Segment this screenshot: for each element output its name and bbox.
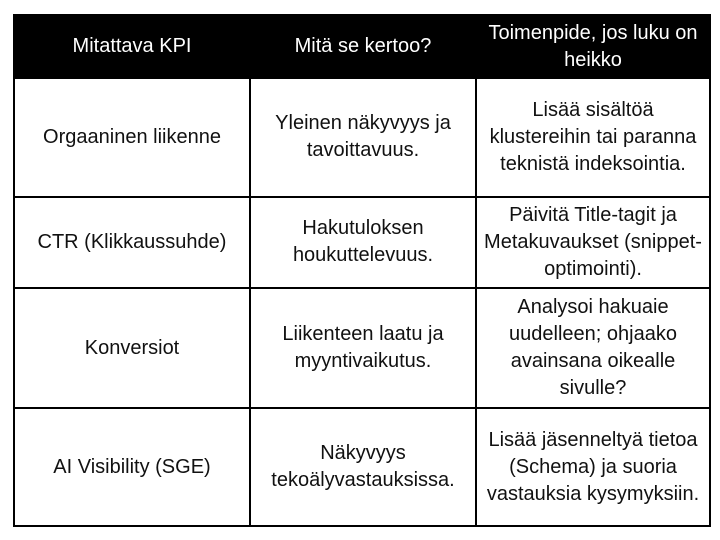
header-kpi: Mitattava KPI [14, 15, 250, 78]
cell-action: Päivitä Title-tagit ja Metakuvaukset (snippet-optimointi). [476, 197, 710, 288]
cell-meaning: Näkyvyys tekoälyvastauksissa. [250, 408, 476, 526]
cell-kpi: AI Visibility (SGE) [14, 408, 250, 526]
table-row [14, 78, 710, 197]
table-header [14, 15, 710, 78]
table-row [14, 408, 710, 526]
cell-meaning: Liikenteen laatu ja myyntivaikutus. [250, 288, 476, 409]
header-action: Toimenpide, jos luku on heikko [476, 15, 710, 78]
table-row [14, 197, 710, 288]
table-body [14, 78, 710, 526]
cell-action: Lisää sisältöä klustereihin tai paranna teknistä indeksointia. [476, 78, 710, 197]
cell-kpi: Konversiot [14, 288, 250, 409]
kpi-table [13, 14, 711, 527]
cell-meaning: Hakutuloksen houkuttelevuus. [250, 197, 476, 288]
header-meaning: Mitä se kertoo? [250, 15, 476, 78]
header-row [14, 15, 710, 78]
cell-kpi: Orgaaninen liikenne [14, 78, 250, 197]
cell-kpi: CTR (Klikkaussuhde) [14, 197, 250, 288]
cell-meaning: Yleinen näkyvyys ja tavoittavuus. [250, 78, 476, 197]
cell-action: Lisää jäsenneltyä tietoa (Schema) ja suoria vastauksia kysymyksiin. [476, 408, 710, 526]
table-row [14, 288, 710, 409]
cell-action: Analysoi hakuaie uudelleen; ohjaako avainsana oikealle sivulle? [476, 288, 710, 409]
